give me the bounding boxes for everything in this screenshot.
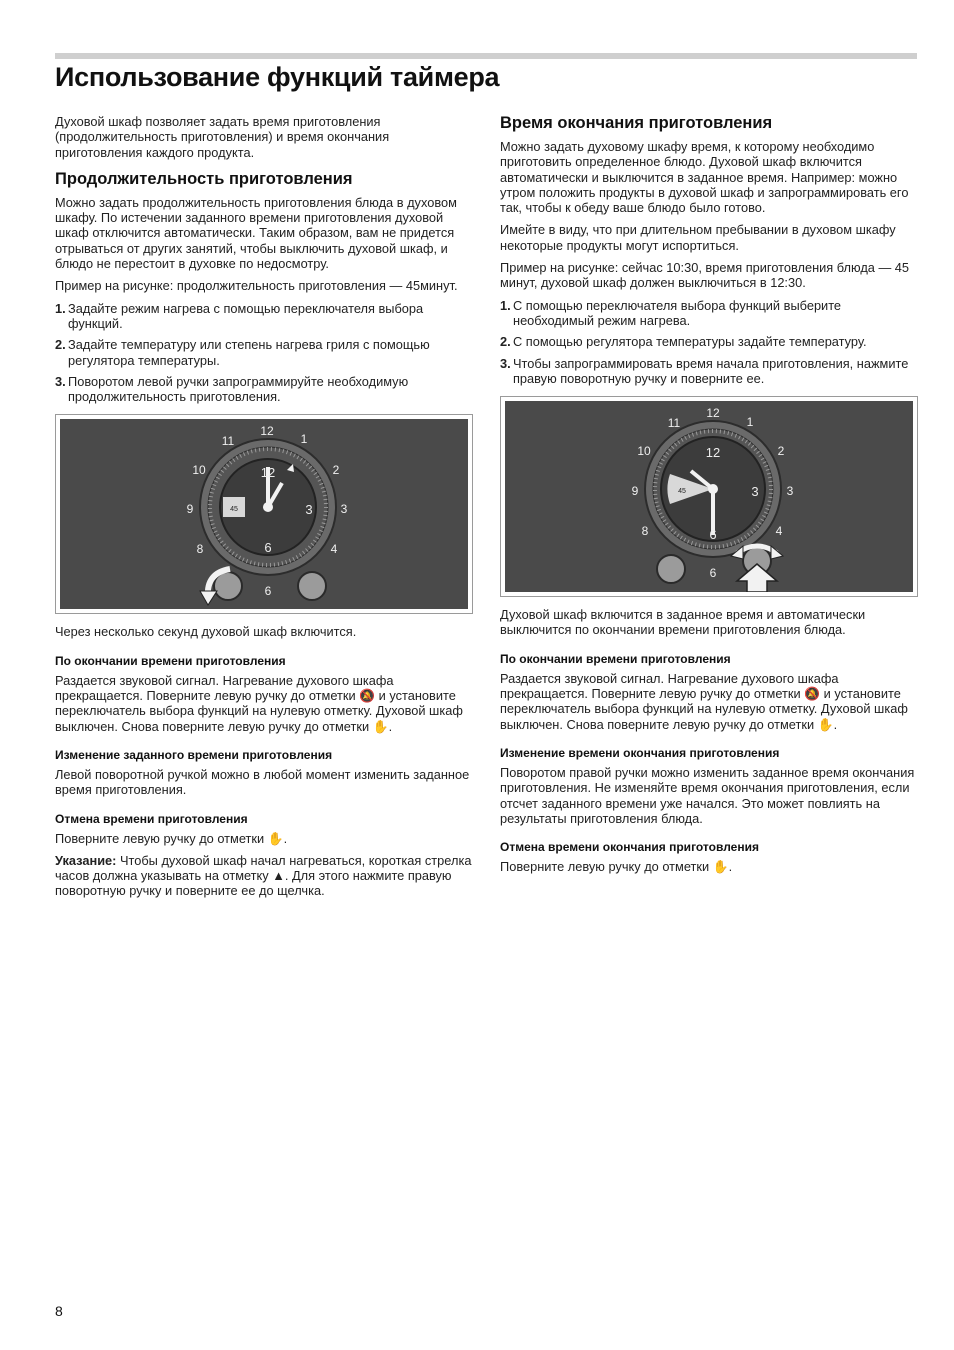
end-heading: По окончании времени приготовления xyxy=(55,653,286,668)
list-item xyxy=(55,337,475,368)
outer-number: 12 xyxy=(260,424,274,439)
outer-number: 8 xyxy=(196,542,204,557)
outer-number: 3 xyxy=(786,484,794,499)
top-rule xyxy=(55,53,917,59)
step-number: 1. xyxy=(500,297,511,313)
dial-label: 45 xyxy=(230,506,238,514)
cancel-text: Поверните левую ручку до отметки ✋. xyxy=(500,859,733,875)
note-label: Указание: xyxy=(55,852,117,868)
after-figure-text: Духовой шкаф включится в заданное время и автоматически выключится по окончании времени приготовления блюда. xyxy=(500,607,866,638)
note-text: Чтобы духовой шкаф начал нагреваться, короткая стрелка часов должна указывать на отметку ▲. Для этого нажмите правую поворотную ручку и поверните ее до щелчка. xyxy=(55,852,472,899)
list-item xyxy=(500,334,920,349)
outer-number: 1 xyxy=(300,432,308,447)
cancel-heading: Отмена времени окончания приготовления xyxy=(500,840,759,855)
outer-number: 9 xyxy=(186,502,194,517)
intro-text: Духовой шкаф позволяет задать время приготовления (продолжительность приготовления) и время окончания приготовления каждого продукта. xyxy=(55,114,390,160)
duration-example: Пример на рисунке: продолжительность приготовления — 45минут. xyxy=(55,278,458,294)
inner-number: 3 xyxy=(751,484,759,500)
end-time-warning: Имейте в виду, что при длительном пребывании в духовом шкафу некоторые продукты могут испортиться. xyxy=(500,222,896,253)
right-column xyxy=(500,114,920,881)
step-text: Поворотом левой ручки запрограммируйте необходимую продолжительность приготовления. xyxy=(68,373,409,405)
left-column xyxy=(55,114,475,906)
outer-number: 2 xyxy=(332,463,340,478)
end-time-heading: Время окончания приготовления xyxy=(500,114,773,132)
step-text: С помощью переключателя выбора функций выберите необходимый режим нагрева. xyxy=(513,297,842,328)
inner-number: 6 xyxy=(264,540,272,556)
outer-number: 9 xyxy=(631,484,639,499)
outer-number: 12 xyxy=(706,406,720,421)
list-item xyxy=(500,298,920,329)
outer-number: 2 xyxy=(777,444,785,459)
duration-paragraph: Можно задать продолжительность приготовления блюда в духовом шкафу. По истечении заданного времени приготовления духовой шкаф отключится автоматически. Таким образом, вам не придется отрываться от других занятий, чтобы выключить духовой шкаф, и блюдо не перестоит в духовке по недосмотру. xyxy=(55,194,457,272)
inner-number: 12 xyxy=(260,465,276,481)
outer-number: 4 xyxy=(775,524,783,539)
outer-number: 10 xyxy=(192,463,206,478)
end-text: Раздается звуковой сигнал. Нагревание духового шкафа прекращается. Поверните левую ручку до отметки 🔕 и установите переключатель выбора функций на нулевую отметку. Духовой шкаф выключен. Снова поверните левую ручку до отметки ✋. xyxy=(55,672,463,734)
outer-number: 6 xyxy=(709,566,717,581)
end-time-clock-figure xyxy=(500,396,918,597)
step-number: 2. xyxy=(500,334,511,350)
inner-number: 3 xyxy=(305,502,313,518)
page-number: 8 xyxy=(55,1303,63,1319)
duration-clock-illustration xyxy=(60,419,468,609)
inner-number: 6 xyxy=(709,527,717,543)
duration-steps xyxy=(55,301,475,405)
outer-number: 4 xyxy=(330,542,338,557)
right-knob xyxy=(298,572,326,600)
step-number: 3. xyxy=(55,373,66,389)
step-text: Чтобы запрограммировать время начала приготовления, нажмите правую поворотную ручку и поверните ее. xyxy=(513,355,909,386)
list-item xyxy=(500,356,920,387)
outer-number: 8 xyxy=(641,524,649,539)
cancel-heading: Отмена времени приготовления xyxy=(55,811,248,826)
cancel-text: Поверните левую ручку до отметки ✋. xyxy=(55,830,288,846)
list-item xyxy=(55,374,475,405)
outer-number: 1 xyxy=(746,415,754,430)
step-number: 3. xyxy=(500,355,511,371)
list-item xyxy=(55,301,475,332)
step-text: С помощью регулятора температуры задайте температуру. xyxy=(513,334,867,350)
outer-number: 3 xyxy=(340,502,348,517)
outer-number: 11 xyxy=(221,434,235,449)
change-text: Поворотом правой ручки можно изменить заданное время окончания приготовления. Не изменяйте время окончания приготовления, если отсчет заданного времени уже начался. Это может повлиять на результаты приготовления блюда. xyxy=(500,764,915,826)
end-heading: По окончании времени приготовления xyxy=(500,651,731,666)
change-text: Левой поворотной ручкой можно в любой момент изменить заданное время приготовления. xyxy=(55,766,470,798)
end-time-paragraph: Можно задать духовому шкафу время, к которому необходимо приготовить определенное блюдо. Духовой шкаф включится автоматически и выключится в заданное время. Например: можно утром положить продукты в духовой шкаф и запрограммировать его так, чтобы к обеду ваше блюдо было готово. xyxy=(500,139,909,216)
end-time-steps xyxy=(500,298,920,386)
step-text: Задайте температуру или степень нагрева гриля с помощью регулятора температуры. xyxy=(68,337,430,368)
step-text: Задайте режим нагрева с помощью переключателя выбора функций. xyxy=(68,300,424,331)
step-number: 1. xyxy=(55,300,66,316)
after-figure-text: Через несколько секунд духовой шкаф включится. xyxy=(55,624,357,640)
page-title: Использование функций таймера xyxy=(55,62,500,92)
end-time-clock-illustration xyxy=(505,401,913,592)
end-text: Раздается звуковой сигнал. Нагревание духового шкафа прекращается. Поверните левую ручку до отметки 🔕 и установите переключатель выбора функций на нулевую отметку. Духовой шкаф выключен. Снова поверните левую ручку до отметки ✋. xyxy=(500,670,908,732)
change-heading: Изменение времени окончания приготовления xyxy=(500,745,780,760)
note xyxy=(55,853,475,899)
step-number: 2. xyxy=(55,337,66,353)
duration-clock-figure xyxy=(55,414,473,614)
outer-number: 10 xyxy=(637,444,651,459)
outer-number: 11 xyxy=(667,416,681,431)
dial-label: 45 xyxy=(678,488,686,496)
outer-number: 6 xyxy=(264,584,272,599)
change-heading: Изменение заданного времени приготовления xyxy=(55,747,333,762)
inner-number: 12 xyxy=(705,445,721,461)
end-time-example: Пример на рисунке: сейчас 10:30, время приготовления блюда — 45 минут, духовой шкаф должен выключиться в 12:30. xyxy=(500,260,910,291)
left-knob xyxy=(657,555,685,583)
duration-heading: Продолжительность приготовления xyxy=(55,169,353,188)
